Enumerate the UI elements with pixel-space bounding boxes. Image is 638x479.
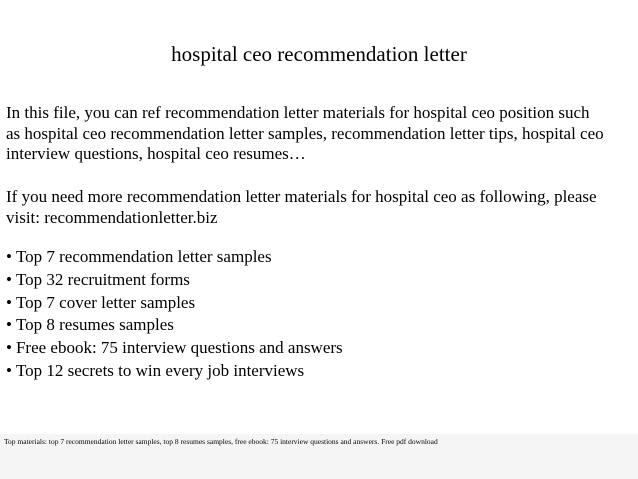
bullet-icon: • xyxy=(6,315,12,335)
list-item xyxy=(6,270,343,293)
intro-paragraph xyxy=(6,103,636,165)
list-item-text: Free ebook: 75 interview questions and answers xyxy=(15,338,343,358)
list-item xyxy=(6,293,343,316)
intro-line: In this file, you can ref recommendation letter materials for hospital ceo position such xyxy=(6,103,590,122)
materials-list xyxy=(6,247,343,384)
bullet-icon: • xyxy=(6,292,12,312)
list-item xyxy=(6,338,343,361)
list-item-text: Top 7 recommendation letter samples xyxy=(15,247,272,266)
more-info-paragraph xyxy=(6,187,636,228)
bullet-icon: • xyxy=(6,338,12,358)
list-item-text: Top 32 recruitment forms xyxy=(15,269,190,289)
bullet-icon: • xyxy=(6,269,12,289)
list-item-text: Top 7 cover letter samples xyxy=(15,292,196,312)
more-info-line: If you need more recommendation letter materials for hospital ceo as following, please xyxy=(6,187,597,206)
list-item xyxy=(6,247,343,270)
list-item-text: Top 12 secrets to win every job interviews xyxy=(15,360,305,380)
list-item xyxy=(6,361,343,384)
bullet-icon: • xyxy=(6,360,12,380)
intro-line: as hospital ceo recommendation letter samples, recommendation letter tips, hospital ceo xyxy=(6,123,604,143)
intro-line: interview questions, hospital ceo resumes… xyxy=(6,144,306,163)
footer-text: Top materials: top 7 recommendation letter samples, top 8 resumes samples, free ebook: 75 interview questions and answers. Free pdf download xyxy=(4,437,438,446)
document-title: hospital ceo recommendation letter xyxy=(171,42,467,66)
more-info-line: visit: recommendationletter.biz xyxy=(6,207,218,227)
bullet-icon: • xyxy=(6,247,12,266)
list-item xyxy=(6,315,343,338)
list-item-text: Top 8 resumes samples xyxy=(15,315,174,335)
